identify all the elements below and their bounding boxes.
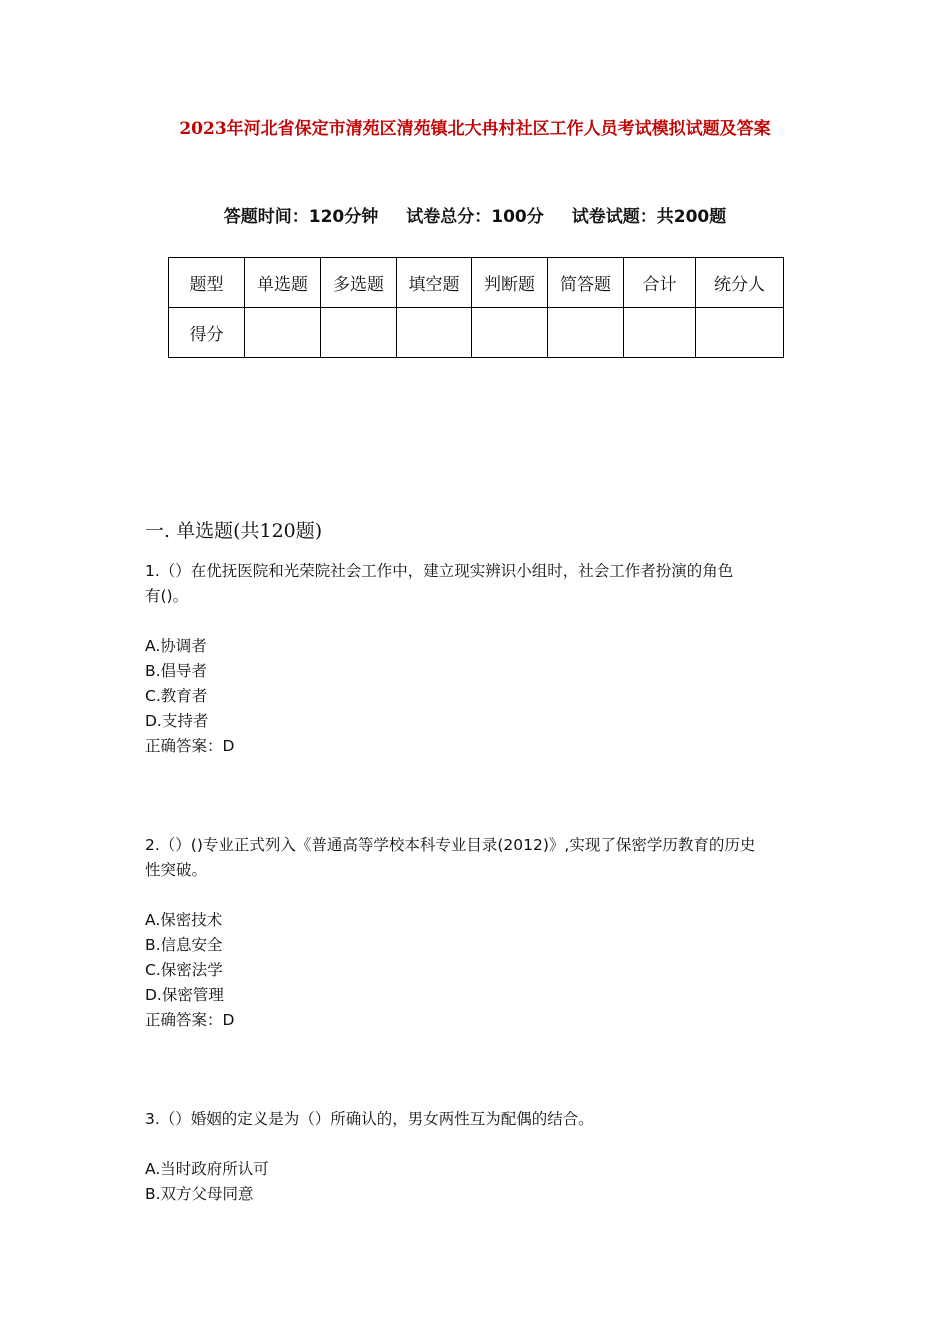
question-stem — [145, 1107, 810, 1132]
option-c: C.保密法学 — [145, 961, 223, 979]
score-table-cell — [472, 308, 548, 358]
question-1 — [145, 559, 810, 759]
option-b: B.信息安全 — [145, 936, 223, 954]
question-stem-line: 性突破。 — [145, 861, 208, 879]
score-table-header-cell: 多选题 — [321, 258, 397, 308]
score-table-cell — [548, 308, 624, 358]
score-table-cell — [321, 308, 397, 358]
score-table — [168, 257, 784, 358]
score-table-header-cell: 简答题 — [548, 258, 624, 308]
question-stem — [145, 833, 810, 883]
option-d: D.支持者 — [145, 712, 209, 730]
score-table-cell — [245, 308, 321, 358]
correct-answer: 正确答案：D — [145, 1011, 235, 1029]
question-options — [145, 634, 810, 759]
score-table-header-cell: 合计 — [624, 258, 696, 308]
score-table-header-cell: 判断题 — [472, 258, 548, 308]
option-c: C.教育者 — [145, 687, 208, 705]
exam-total-questions: 试卷试题：共200题 — [571, 207, 727, 227]
question-stem-line: 1.（）在优抚医院和光荣院社会工作中，建立现实辨识小组时，社会工作者扮演的角色 — [145, 562, 734, 580]
score-table-row-label: 得分 — [169, 308, 245, 358]
question-stem — [145, 559, 810, 609]
exam-info — [0, 202, 950, 227]
question-2 — [145, 833, 810, 1033]
score-table-score-row — [169, 308, 784, 358]
question-stem-line: 2.（）()专业正式列入《普通高等学校本科专业目录(2012)》,实现了保密学历教育的历史 — [145, 836, 756, 854]
score-table-cell — [397, 308, 472, 358]
option-a: A.协调者 — [145, 637, 207, 655]
option-b: B.倡导者 — [145, 662, 208, 680]
score-table-cell — [696, 308, 784, 358]
question-stem-line: 3.（）婚姻的定义是为（）所确认的，男女两性互为配偶的结合。 — [145, 1110, 594, 1128]
question-3 — [145, 1107, 810, 1207]
score-table-header-cell: 单选题 — [245, 258, 321, 308]
option-b: B.双方父母同意 — [145, 1185, 254, 1203]
exam-time: 答题时间：120分钟 — [223, 207, 379, 227]
score-table-cell — [624, 308, 696, 358]
question-options — [145, 1157, 810, 1207]
exam-total-score: 试卷总分：100分 — [406, 207, 544, 227]
option-d: D.保密管理 — [145, 986, 224, 1004]
section-title: 一. 单选题(共120题) — [145, 520, 323, 542]
score-table-header-cell: 统分人 — [696, 258, 784, 308]
score-table-header-cell: 填空题 — [397, 258, 472, 308]
document-title: 2023年河北省保定市清苑区清苑镇北大冉村社区工作人员考试模拟试题及答案 — [179, 119, 771, 139]
score-table-header-row — [169, 258, 784, 308]
option-a: A.当时政府所认可 — [145, 1160, 269, 1178]
question-stem-line: 有()。 — [145, 587, 189, 605]
option-a: A.保密技术 — [145, 911, 223, 929]
question-options — [145, 908, 810, 1033]
correct-answer: 正确答案：D — [145, 737, 235, 755]
score-table-header-cell: 题型 — [169, 258, 245, 308]
